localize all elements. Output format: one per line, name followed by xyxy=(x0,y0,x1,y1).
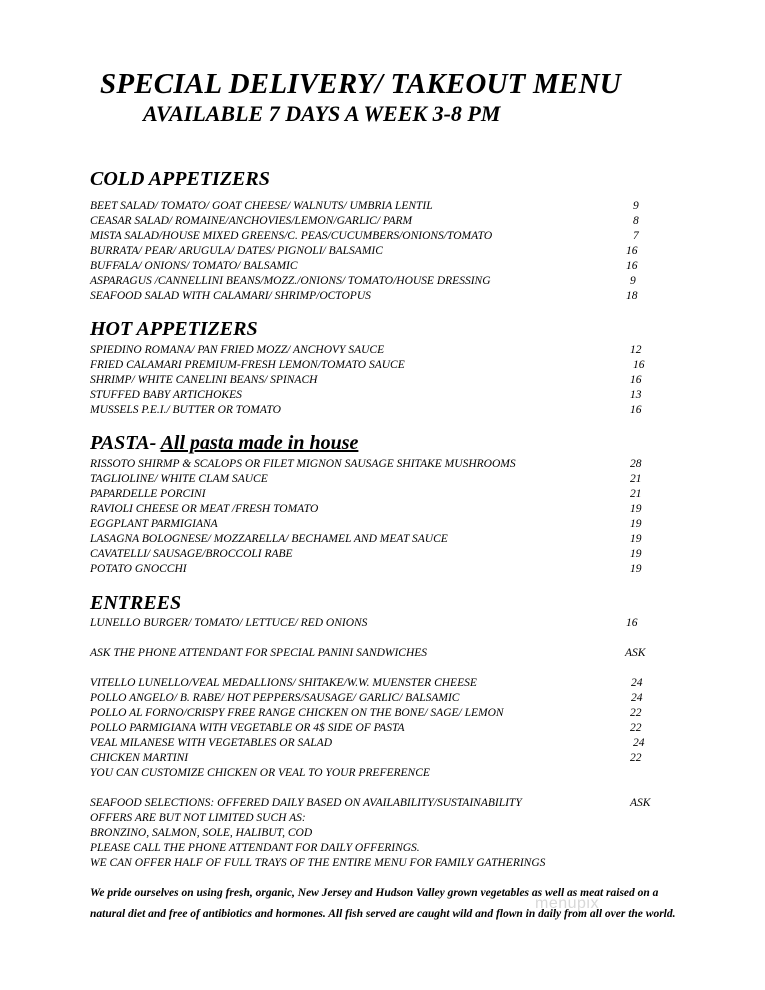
item-price: ASK xyxy=(625,647,646,659)
item-price: 13 xyxy=(630,389,642,401)
seafood-note-line: BRONZINO, SALMON, SOLE, HALIBUT, COD xyxy=(90,827,313,839)
item-name: ASPARAGUS /CANNELLINI BEANS/MOZZ./ONIONS/ TOMATO/HOUSE DRESSING xyxy=(90,275,491,287)
item-name: POLLO AL FORNO/CRISPY FREE RANGE CHICKEN ON THE BONE/ SAGE/ LEMON xyxy=(90,707,504,719)
menu-item xyxy=(90,373,670,388)
item-price: 16 xyxy=(630,404,642,416)
menu-item xyxy=(90,214,670,229)
item-price: 16 xyxy=(626,617,638,629)
menu-item xyxy=(90,751,670,766)
item-price: 16 xyxy=(633,359,645,371)
menu-item xyxy=(90,646,670,661)
item-price: 9 xyxy=(630,275,636,287)
item-price: 21 xyxy=(630,473,642,485)
item-name: SHRIMP/ WHITE CANELINI BEANS/ SPINACH xyxy=(90,374,318,386)
menu-item xyxy=(90,691,670,706)
menu-item xyxy=(90,457,670,472)
watermark: menupix xyxy=(535,895,599,912)
menu-item xyxy=(90,706,670,721)
item-name: CHICKEN MARTINI xyxy=(90,752,189,764)
menu-item xyxy=(90,199,670,214)
menu-item xyxy=(90,343,670,358)
menu-item xyxy=(90,244,670,259)
item-name: BURRATA/ PEAR/ ARUGULA/ DATES/ PIGNOLI/ BALSAMIC xyxy=(90,245,383,257)
item-name: LASAGNA BOLOGNESE/ MOZZARELLA/ BECHAMEL AND MEAT SAUCE xyxy=(90,533,448,545)
menu-title: SPECIAL DELIVERY/ TAKEOUT MENU xyxy=(100,68,621,100)
item-price: 12 xyxy=(630,344,642,356)
item-price: 24 xyxy=(631,692,643,704)
section-heading-cold-appetizers: COLD APPETIZERS xyxy=(90,168,270,190)
item-price: 19 xyxy=(630,533,642,545)
item-name: TAGLIOLINE/ WHITE CLAM SAUCE xyxy=(90,473,268,485)
section-heading-hot-appetizers: HOT APPETIZERS xyxy=(90,318,258,340)
menu-item xyxy=(90,274,670,289)
menu-item xyxy=(90,517,670,532)
menu-item xyxy=(90,721,670,736)
item-price: 28 xyxy=(630,458,642,470)
menu-item xyxy=(90,616,670,631)
item-price: 8 xyxy=(633,215,639,227)
menu-item xyxy=(90,487,670,502)
item-price: ASK xyxy=(630,797,651,809)
item-name: VEAL MILANESE WITH VEGETABLES OR SALAD xyxy=(90,737,333,749)
menu-item xyxy=(90,289,670,304)
item-price: 16 xyxy=(626,260,638,272)
item-price: 21 xyxy=(630,488,642,500)
item-name: YOU CAN CUSTOMIZE CHICKEN OR VEAL TO YOUR PREFERENCE xyxy=(90,767,430,779)
menu-item xyxy=(90,502,670,517)
item-price: 19 xyxy=(630,563,642,575)
menu-item xyxy=(90,736,670,751)
menu-item xyxy=(90,358,670,373)
item-price: 24 xyxy=(633,737,645,749)
item-price: 24 xyxy=(631,677,643,689)
item-name: LUNELLO BURGER/ TOMATO/ LETTUCE/ RED ONIONS xyxy=(90,617,368,629)
item-name: ASK THE PHONE ATTENDANT FOR SPECIAL PANINI SANDWICHES xyxy=(90,647,428,659)
item-price: 22 xyxy=(630,722,642,734)
item-price: 19 xyxy=(630,503,642,515)
menu-item xyxy=(90,472,670,487)
seafood-note-line: WE CAN OFFER HALF OF FULL TRAYS OF THE ENTIRE MENU FOR FAMILY GATHERINGS xyxy=(90,857,546,869)
menu-item xyxy=(90,547,670,562)
item-price: 19 xyxy=(630,518,642,530)
item-name: POLLO PARMIGIANA WITH VEGETABLE OR 4$ SIDE OF PASTA xyxy=(90,722,405,734)
pasta-heading-prefix: PASTA- xyxy=(90,432,161,454)
item-name: MUSSELS P.E.I./ BUTTER OR TOMATO xyxy=(90,404,281,416)
item-name: FRIED CALAMARI PREMIUM-FRESH LEMON/TOMATO SAUCE xyxy=(90,359,405,371)
menu-item xyxy=(90,388,670,403)
item-price: 9 xyxy=(633,200,639,212)
item-name: BUFFALA/ ONIONS/ TOMATO/ BALSAMIC xyxy=(90,260,298,272)
item-name: PAPARDELLE PORCINI xyxy=(90,488,206,500)
item-name: POLLO ANGELO/ B. RABE/ HOT PEPPERS/SAUSAGE/ GARLIC/ BALSAMIC xyxy=(90,692,460,704)
section-heading-entrees: ENTREES xyxy=(90,592,182,614)
menu-item xyxy=(90,562,670,577)
item-price: 22 xyxy=(630,752,642,764)
seafood-note-line: OFFERS ARE BUT NOT LIMITED SUCH AS: xyxy=(90,812,306,824)
item-price: 19 xyxy=(630,548,642,560)
item-name: VITELLO LUNELLO/VEAL MEDALLIONS/ SHITAKE/W.W. MUENSTER CHEESE xyxy=(90,677,477,689)
item-price: 7 xyxy=(633,230,639,242)
menu-item xyxy=(90,259,670,274)
item-price: 22 xyxy=(630,707,642,719)
section-heading-pasta xyxy=(90,432,358,455)
item-price: 18 xyxy=(626,290,638,302)
item-name: POTATO GNOCCHI xyxy=(90,563,187,575)
menu-item xyxy=(90,766,670,781)
menu-item xyxy=(90,676,670,691)
item-name: SEAFOOD SALAD WITH CALAMARI/ SHRIMP/OCTOPUS xyxy=(90,290,371,302)
menu-item xyxy=(90,796,670,811)
item-name: MISTA SALAD/HOUSE MIXED GREENS/C. PEAS/CUCUMBERS/ONIONS/TOMATO xyxy=(90,230,493,242)
item-name: RISSOTO SHIRMP & SCALOPS OR FILET MIGNON SAUSAGE SHITAKE MUSHROOMS xyxy=(90,458,516,470)
item-name: CEASAR SALAD/ ROMAINE/ANCHOVIES/LEMON/GARLIC/ PARM xyxy=(90,215,413,227)
menu-subtitle: AVAILABLE 7 DAYS A WEEK 3-8 PM xyxy=(143,101,501,126)
item-name: SEAFOOD SELECTIONS: OFFERED DAILY BASED ON AVAILABILITY/SUSTAINABILITY xyxy=(90,797,522,809)
footer-note-line-2: natural diet and free of antibiotics and hormones. All fish served are caught wild and flown in daily from all over the world. xyxy=(90,908,676,920)
item-name: SPIEDINO ROMANA/ PAN FRIED MOZZ/ ANCHOVY SAUCE xyxy=(90,344,385,356)
menu-item xyxy=(90,532,670,547)
item-name: RAVIOLI CHEESE OR MEAT /FRESH TOMATO xyxy=(90,503,319,515)
menu-item xyxy=(90,229,670,244)
menu-item xyxy=(90,403,670,418)
item-price: 16 xyxy=(626,245,638,257)
item-name: BEET SALAD/ TOMATO/ GOAT CHEESE/ WALNUTS/ UMBRIA LENTIL xyxy=(90,200,433,212)
item-name: STUFFED BABY ARTICHOKES xyxy=(90,389,242,401)
item-name: EGGPLANT PARMIGIANA xyxy=(90,518,218,530)
pasta-heading-note: All pasta made in house xyxy=(160,432,359,454)
item-name: CAVATELLI/ SAUSAGE/BROCCOLI RABE xyxy=(90,548,293,560)
seafood-note-line: PLEASE CALL THE PHONE ATTENDANT FOR DAILY OFFERINGS. xyxy=(90,842,420,854)
footer-note-line-1: We pride ourselves on using fresh, organic, New Jersey and Hudson Valley grown vegetables as well as meat raised on a xyxy=(90,887,659,899)
item-price: 16 xyxy=(630,374,642,386)
